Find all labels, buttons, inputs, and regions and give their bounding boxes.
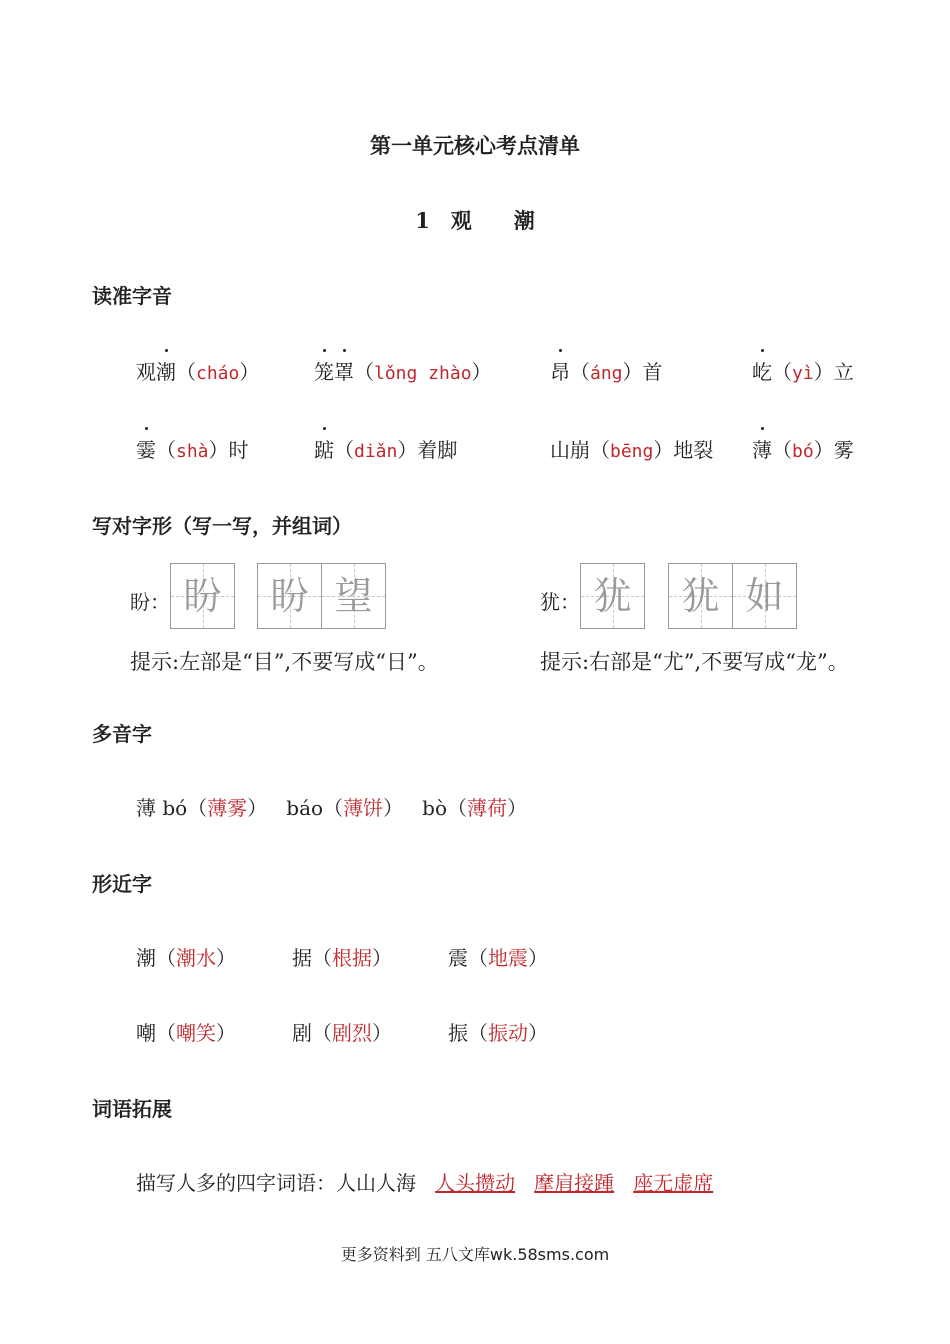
polyphone-row: 薄 bó（薄雾） báo（薄饼） bò（薄荷） bbox=[136, 796, 527, 820]
similar-item: 潮（潮水） bbox=[136, 946, 236, 970]
lesson-title: 1 观 潮 bbox=[415, 208, 535, 233]
section-pronunciation: 读准字音 bbox=[92, 284, 172, 308]
similar-item: 嘲（嘲笑） bbox=[136, 1021, 236, 1045]
pron-item: 踮（diǎn）着脚 bbox=[314, 434, 457, 463]
similar-item: 剧（剧烈） bbox=[292, 1021, 392, 1045]
writing-label-right: 犹： bbox=[540, 590, 580, 614]
page-title: 第一单元核心考点清单 bbox=[370, 133, 580, 158]
writing-grid-pair-right: 犹 如 bbox=[668, 563, 797, 629]
section-writing: 写对字形（写一写，并组词） bbox=[92, 514, 352, 538]
writing-hint-right: 提示:右部是“尤”,不要写成“龙”。 bbox=[540, 650, 849, 674]
pron-item: 笼罩（lǒng zhào） bbox=[314, 356, 492, 385]
writing-grid-single-left: 盼 bbox=[170, 563, 235, 629]
similar-item: 振（振动） bbox=[448, 1021, 548, 1045]
section-polyphone: 多音字 bbox=[92, 722, 152, 746]
similar-item: 据（根据） bbox=[292, 946, 392, 970]
pron-item: 山崩（bēng）地裂 bbox=[550, 438, 714, 462]
pron-item: 昂（áng）首 bbox=[550, 356, 663, 385]
pron-item: 霎（shà）时 bbox=[136, 434, 249, 463]
similar-item: 震（地震） bbox=[448, 946, 548, 970]
writing-hint-left: 提示:左部是“目”,不要写成“日”。 bbox=[130, 650, 439, 674]
pron-item: 屹（yì）立 bbox=[752, 356, 854, 385]
section-similar: 形近字 bbox=[92, 872, 152, 896]
writing-grid-pair-left: 盼 望 bbox=[257, 563, 386, 629]
pron-item: 观潮（cháo） bbox=[136, 356, 259, 385]
writing-label-left: 盼： bbox=[130, 590, 170, 614]
footer-text: 更多资料到 五八文库wk.58sms.com bbox=[340, 1245, 610, 1264]
pron-item: 薄（bó）雾 bbox=[752, 434, 854, 463]
section-vocab: 词语拓展 bbox=[92, 1097, 172, 1121]
vocab-row: 描写人多的四字词语：人山人海 人头攒动 摩肩接踵 座无虚席 bbox=[136, 1171, 714, 1195]
writing-grid-single-right: 犹 bbox=[580, 563, 645, 629]
